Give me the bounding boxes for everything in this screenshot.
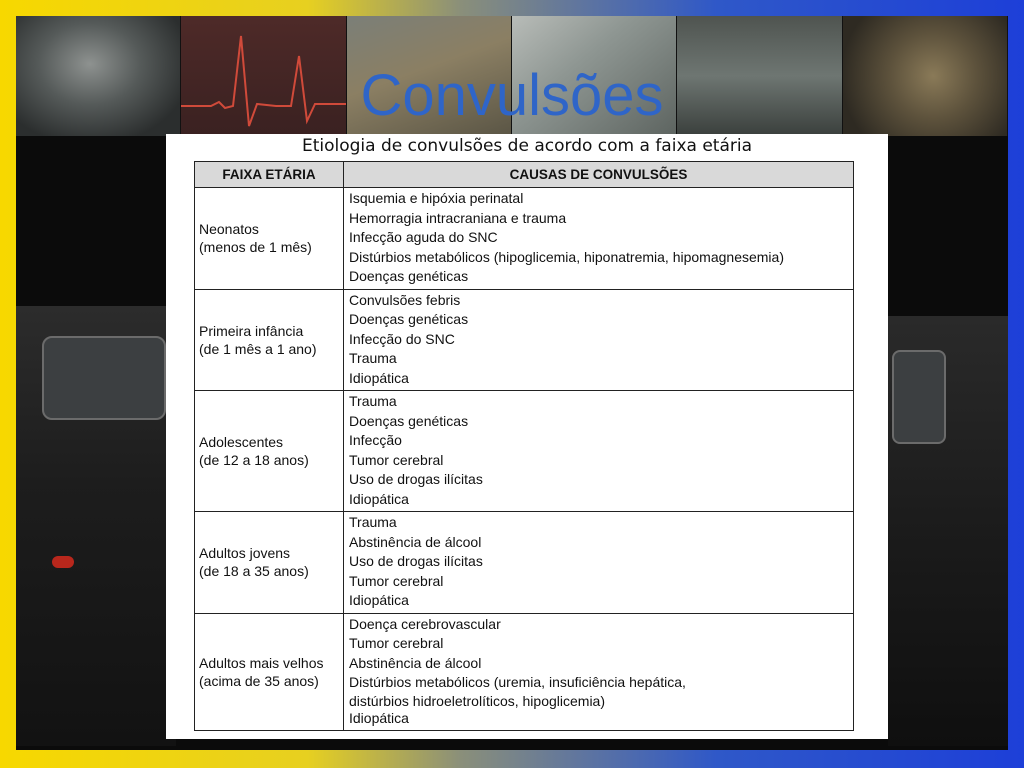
cause-item: Doenças genéticas (349, 412, 469, 429)
document-image (166, 134, 888, 739)
age-range: (de 18 a 35 anos) (199, 563, 309, 580)
cause-item: Distúrbios metabólicos (hipoglicemia, hiponatremia, hipomagnesemia) (349, 248, 784, 265)
ambulance-window-right (892, 350, 946, 444)
age-label: Neonatos (199, 221, 259, 238)
cause-item: Idiopática (349, 369, 409, 386)
age-range: (de 1 mês a 1 ano) (199, 340, 317, 357)
age-label: Adultos jovens (199, 545, 291, 562)
cause-item: Tumor cerebral (349, 451, 444, 468)
cause-item: distúrbios hidroeletrolíticos, hipoglicemia) (349, 692, 606, 709)
slide-title: Convulsões (360, 63, 664, 128)
etiology-table (194, 161, 854, 731)
age-range: (acima de 35 anos) (199, 672, 319, 689)
cause-item: Doenças genéticas (349, 311, 469, 327)
cause-item: Hemorragia intracraniana e trauma (349, 209, 567, 226)
table-row (195, 613, 854, 731)
causes-cell (344, 613, 854, 731)
cause-item: Tumor cerebral (349, 572, 444, 589)
age-cell (195, 391, 344, 512)
cause-item: Trauma (349, 350, 397, 366)
cause-item: Distúrbios metabólicos (uremia, insuficiência hepática, (349, 674, 686, 690)
cause-item: Idiopática (349, 709, 409, 726)
cause-item: Infecção do SNC (349, 330, 455, 347)
causes-cell (344, 188, 854, 290)
age-cell (195, 289, 344, 391)
cause-item: Infecção aguda do SNC (349, 229, 498, 245)
cause-item: Trauma (349, 514, 397, 530)
document-title: Etiologia de convulsões de acordo com a faixa etária (301, 136, 753, 156)
cause-item: Doença cerebrovascular (349, 615, 501, 632)
causes-cell (344, 391, 854, 512)
ambulance-background-right (888, 316, 1008, 746)
ambulance-light (52, 556, 74, 568)
causes-cell (344, 512, 854, 614)
header-causes: CAUSAS DE CONVULSÕES (344, 162, 854, 188)
cause-item: Idiopática (349, 490, 409, 507)
table-row (195, 512, 854, 614)
table-row (195, 289, 854, 391)
cause-item: Tumor cerebral (349, 635, 444, 651)
table-row (195, 391, 854, 512)
age-label: Adultos mais velhos (199, 654, 324, 671)
ambulance-background-left (16, 306, 176, 746)
cause-item: Isquemia e hipóxia perinatal (349, 190, 524, 206)
cause-item: Abstinência de álcool (349, 533, 482, 550)
age-label: Primeira infância (199, 322, 304, 339)
age-label: Adolescentes (199, 434, 284, 450)
header-age-range: FAIXA ETÁRIA (195, 162, 344, 188)
age-range: (de 12 a 18 anos) (199, 452, 309, 468)
cause-item: Idiopática (349, 592, 409, 608)
causes-cell (344, 289, 854, 391)
table-row (195, 188, 854, 290)
age-cell (195, 512, 344, 614)
cause-item: Convulsões febris (349, 291, 461, 308)
table-header-row (195, 162, 854, 188)
cause-item: Uso de drogas ilícitas (349, 553, 483, 569)
age-cell (195, 188, 344, 290)
cause-item: Infecção (349, 432, 402, 448)
age-cell (195, 613, 344, 731)
cause-item: Uso de drogas ilícitas (349, 471, 483, 487)
ambulance-window (42, 336, 166, 420)
cause-item: Doenças genéticas (349, 268, 469, 284)
age-range: (menos de 1 mês) (199, 239, 312, 256)
cause-item: Trauma (349, 393, 397, 409)
cause-item: Abstinência de álcool (349, 654, 482, 671)
